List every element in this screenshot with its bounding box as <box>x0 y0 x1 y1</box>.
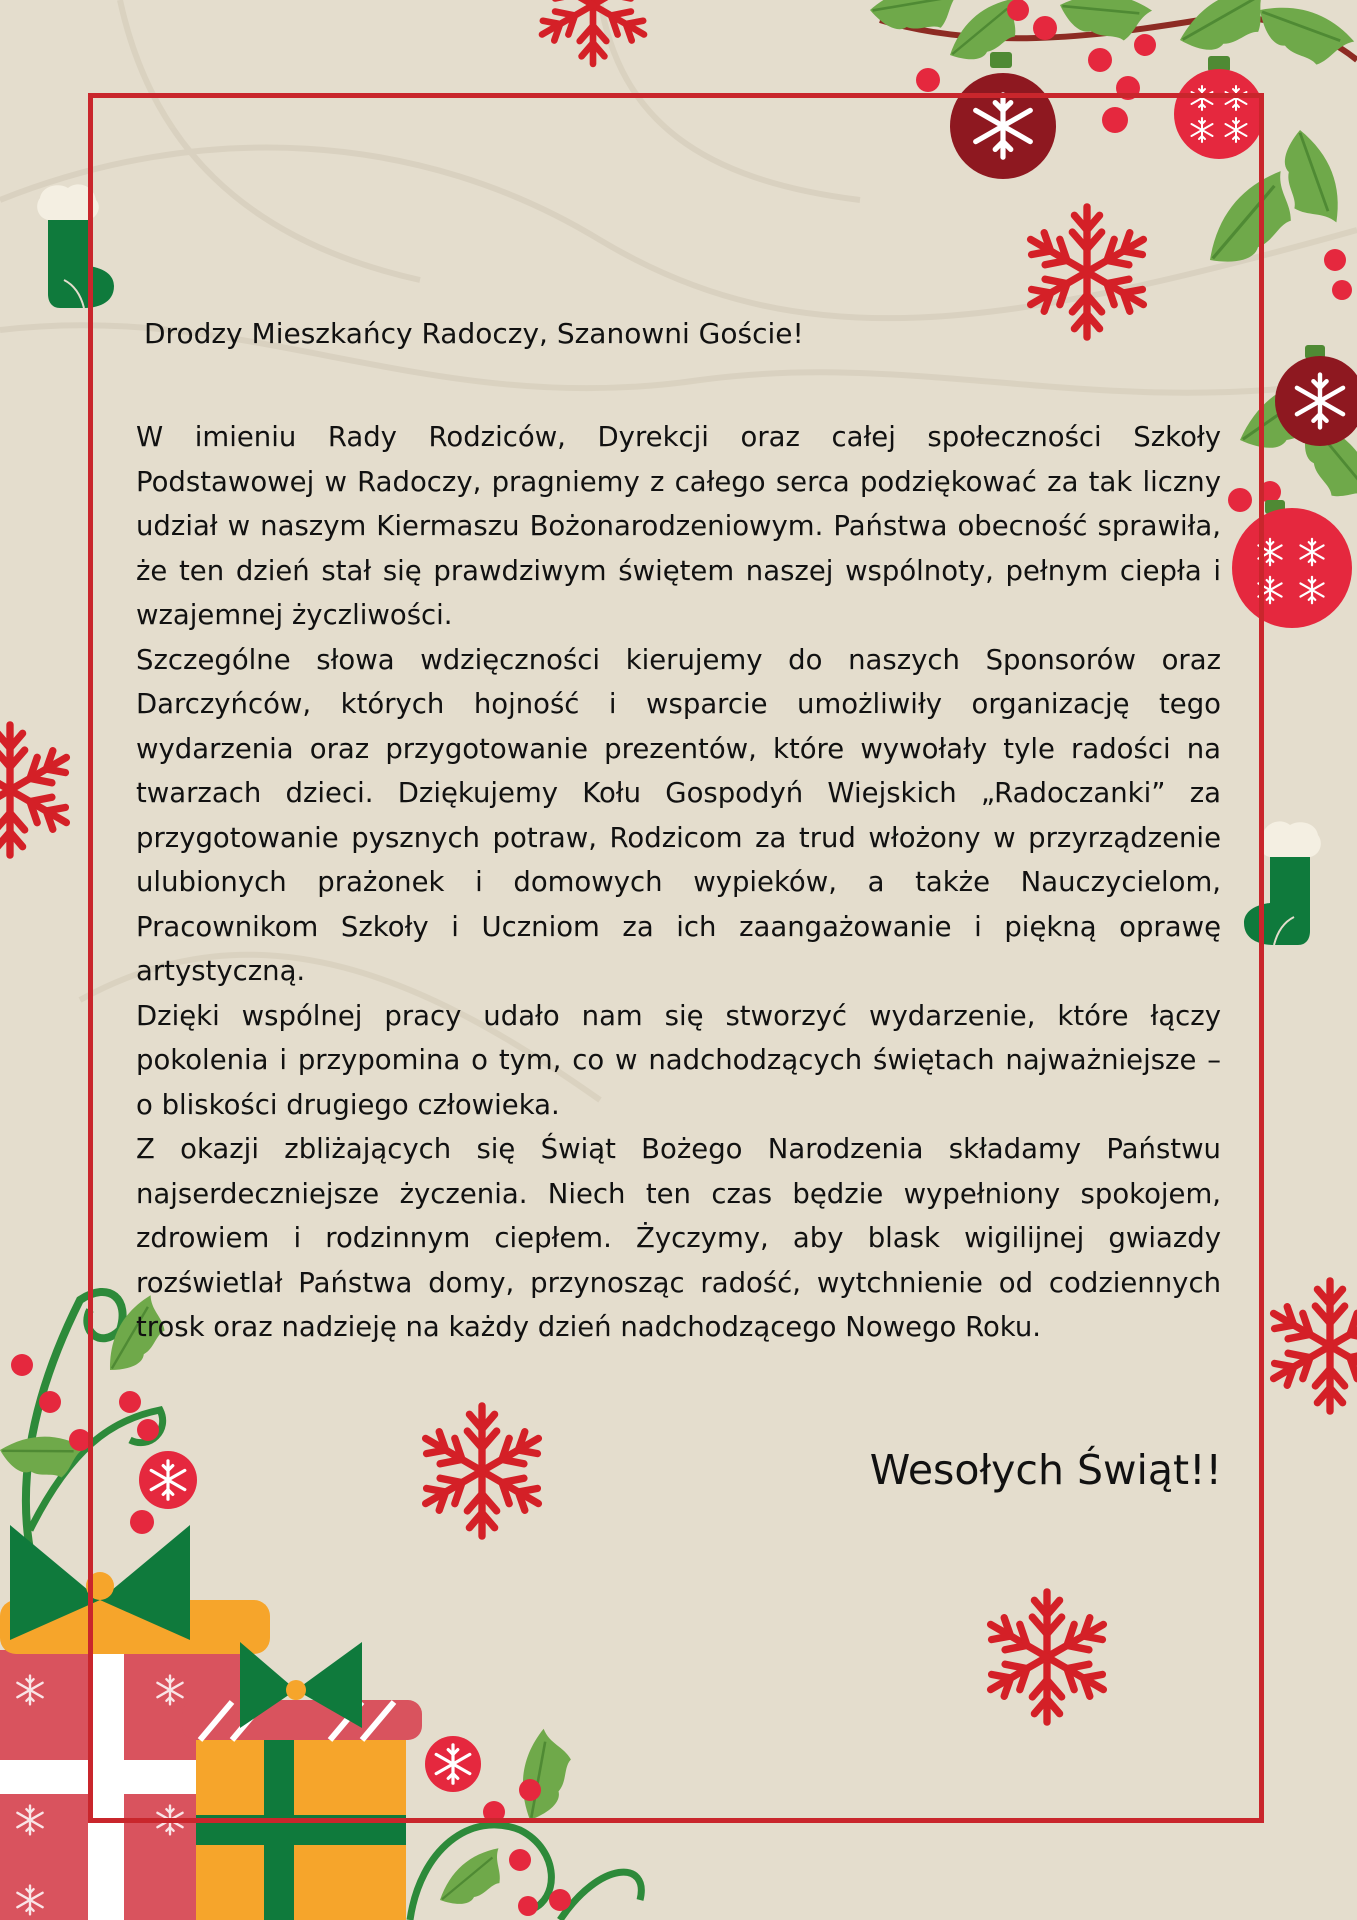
snowflake-icon <box>1266 1281 1357 1411</box>
letter-paragraph: Dzięki wspólnej pracy udało nam się stworzyć wydarzenie, które łączy pokolenia i przypomina o tym, co w nadchodzących świętach najważniejsze – o bliskości drugiego człowieka. <box>136 999 1221 1121</box>
snowflake-icon <box>535 0 650 64</box>
ornament-icon <box>1275 345 1357 446</box>
snowflake-icon <box>0 725 74 855</box>
letter-paragraph: W imieniu Rady Rodziców, Dyrekcji oraz całej społeczności Szkoły Podstawowej w Radoczy, pragniemy z całego serca podziękować za tak liczny udział w naszym Kiermaszu Bożonarodzeniowym. Państwa obecność sprawiła, że ten dzień stał się prawdziwym świętem naszej wspólnoty, pełnym ciepła i wzajemnej życzliwości. <box>136 421 1221 631</box>
letter-body <box>136 415 1221 1350</box>
letter-greeting: Drodzy Mieszkańcy Radoczy, Szanowni Goście! <box>144 317 804 350</box>
letter-paragraph: Szczególne słowa wdzięczności kierujemy do naszych Sponsorów oraz Darczyńców, których hojność i wsparcie umożliwiły organizację tego wydarzenia oraz przygotowanie prezentów, które wywołały tyle radości na twarzach dzieci. Dziękujemy Kołu Gospodyń Wiejskich „Radoczanki” za przygotowanie pysznych potraw, Rodzicom za trud włożony w przyrządzenie ulubionych prażonek i domowych wypieków, a także Nauczycielom, Pracownikom Szkoły i Uczniom za ich zaangażowanie i piękną oprawę artystyczną. <box>136 643 1221 987</box>
letter-paragraph: Z okazji zbliżających się Świąt Bożego Narodzenia składamy Państwu najserdeczniejsze życzenia. Niech ten czas będzie wypełniony spokojem, zdrowiem i rodzinnym ciepłem. Życzymy, aby blask wigilijnej gwiazdy rozświetlał Państwa domy, przynosząc radość, wytchnienie od codziennych trosk oraz nadzieję na każdy dzień nadchodzącego Nowego Roku. <box>136 1133 1221 1343</box>
letter-closing: Wesołych Świąt!! <box>869 1446 1222 1494</box>
